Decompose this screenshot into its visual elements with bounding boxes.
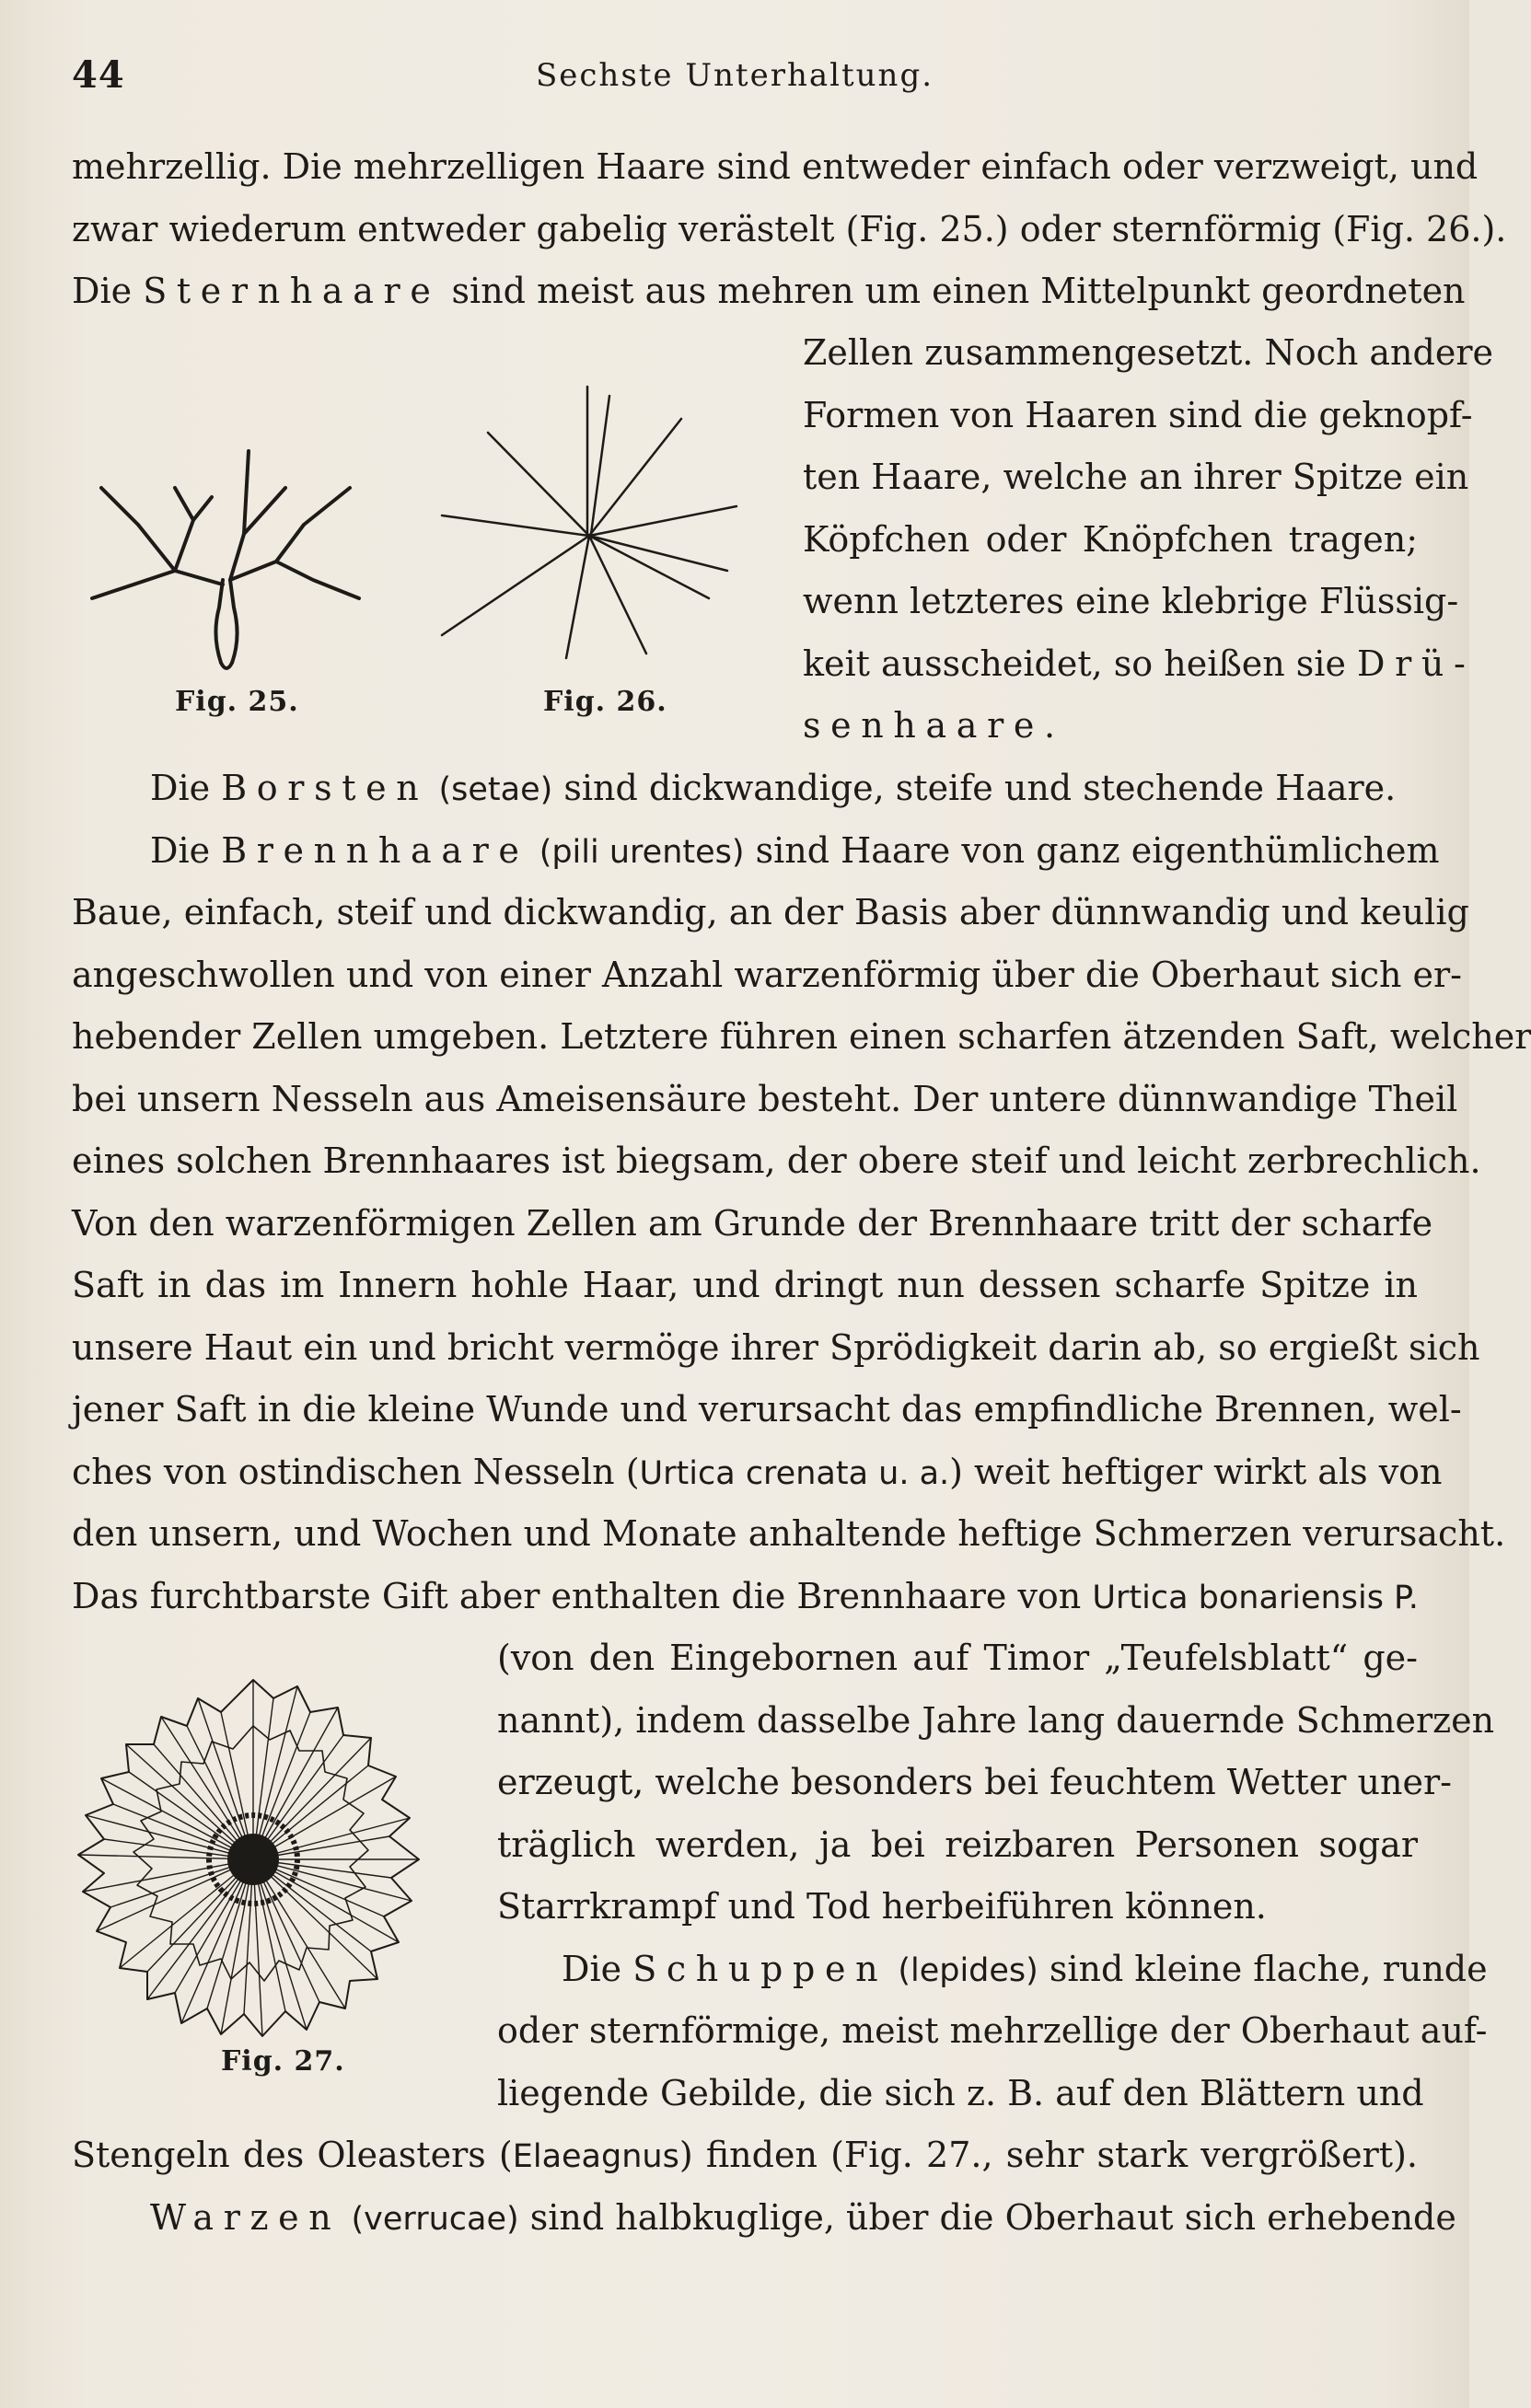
text-line: jener Saft in die kleine Wunde und verursacht das empfindliche Brennen, wel- bbox=[72, 1389, 1462, 1430]
text-line: Von den warzenförmigen Zellen am Grunde der Brennhaare tritt der scharfe bbox=[72, 1202, 1433, 1244]
text-line: Die Brennhaare (pili urentes) sind Haare von ganz eigenthümlichem bbox=[150, 829, 1440, 871]
term-druesenhaare: Drü- bbox=[1357, 643, 1476, 684]
text-block-beside-fig27 bbox=[497, 1627, 1495, 2124]
fig-27-caption: Fig. 27. bbox=[221, 2045, 345, 2078]
text-block-beside-fig25-26 bbox=[803, 322, 1493, 758]
text-line: eines solchen Brennhaares ist biegsam, der obere steif und leicht zerbrechlich. bbox=[72, 1140, 1481, 1181]
text-line: keit ausscheidet, so heißen sie Drü- bbox=[803, 643, 1476, 684]
term-warzen: Warzen bbox=[150, 2196, 342, 2238]
term-sternhaare: Sternhaare bbox=[143, 271, 441, 311]
text-line: mehrzellig. Die mehrzelligen Haare sind entweder einfach oder verzweigt, und bbox=[72, 146, 1479, 187]
text-line: hebender Zellen umgeben. Letztere führen einen scharfen ätzenden Saft, welcher bbox=[72, 1016, 1531, 1057]
text-line: unsere Haut ein und bricht vermöge ihrer Sprödigkeit darin ab, so ergießt sich bbox=[72, 1326, 1480, 1368]
text-line: Saft in das im Innern hohle Haar, und dringt nun dessen scharfe Spitze in bbox=[72, 1265, 1418, 1305]
text-line: Das furchtbarste Gift aber enthalten die Brennhaare von Urtica bonariensis P. bbox=[72, 1575, 1419, 1616]
text-line: erzeugt, welche besonders bei feuchtem Wetter uner- bbox=[497, 1762, 1452, 1802]
star-hair-icon bbox=[433, 377, 746, 663]
text-line: Formen von Haaren sind die geknopf- bbox=[803, 394, 1473, 435]
text-line: zwar wiederum entweder gabelig verästelt (Fig. 25.) oder sternförmig (Fig. 26.). bbox=[72, 208, 1507, 249]
fig-26-caption: Fig. 26. bbox=[543, 686, 667, 718]
text-line: liegende Gebilde, die sich z. B. auf den Blättern und bbox=[497, 2072, 1424, 2113]
scale-hair-icon bbox=[69, 1675, 437, 2043]
text-line: Köpfchen oder Knöpfchen tragen; bbox=[803, 518, 1418, 560]
text-line: Baue, einfach, steif und dickwandig, an der Basis aber dünnwandig und keulig bbox=[72, 892, 1469, 932]
text-line: angeschwollen und von einer Anzahl warzenförmig über die Oberhaut sich er- bbox=[72, 954, 1463, 995]
text-line: senhaare. bbox=[803, 705, 1056, 746]
text-line: nannt), indem dasselbe Jahre lang dauernde Schmerzen bbox=[497, 1699, 1495, 1741]
text-line: Warzen (verrucae) sind halbkuglige, über die Oberhaut sich erhebende bbox=[150, 2196, 1456, 2238]
text-line: den unsern, und Wochen und Monate anhaltende heftige Schmerzen verursacht. bbox=[72, 1513, 1506, 1554]
text-line: oder sternförmige, meist mehrzellige der Oberhaut auf- bbox=[497, 2010, 1488, 2051]
text-line: Die Sternhaare sind meist aus mehren um einen Mittelpunkt geordneten bbox=[72, 271, 1466, 311]
text-line: bei unsern Nesseln aus Ameisensäure besteht. Der untere dünnwandige Theil bbox=[72, 1078, 1458, 1119]
text-line: wenn letzteres eine klebrige Flüssig- bbox=[803, 581, 1459, 621]
branched-hair-icon bbox=[83, 433, 368, 681]
text-line: (von den Eingebornen auf Timor „Teufelsblatt“ ge- bbox=[497, 1638, 1418, 1678]
text-block-top bbox=[72, 136, 1507, 323]
text-line: Zellen zusammengesetzt. Noch andere bbox=[803, 332, 1493, 373]
fig-25-caption: Fig. 25. bbox=[175, 686, 299, 718]
text-block-bottom bbox=[72, 2124, 1456, 2249]
text-line: Starrkrampf und Tod herbeiführen können. bbox=[497, 1886, 1267, 1927]
text-line: Stengeln des Oleasters (Elaeagnus) finden (Fig. 27., sehr stark vergrößert). bbox=[72, 2135, 1418, 2175]
term-borsten: Borsten bbox=[221, 768, 429, 808]
running-head: Sechste Unterhaltung. bbox=[535, 57, 934, 94]
text-line: Die Schuppen (lepides) sind kleine flache, runde bbox=[562, 1948, 1488, 1989]
term-brennhaare: Brennhaare bbox=[221, 829, 529, 871]
term-schuppen: Schuppen bbox=[632, 1948, 888, 1989]
text-line: ten Haare, welche an ihrer Spitze ein bbox=[803, 457, 1469, 497]
text-line: ches von ostindischen Nesseln (Urtica crenata u. a.) weit heftiger wirkt als von bbox=[72, 1451, 1443, 1492]
text-block-middle bbox=[72, 758, 1531, 1627]
text-line: träglich werden, ja bei reizbaren Personen sogar bbox=[497, 1823, 1418, 1865]
text-line: Die Borsten (setae) sind dickwandige, steife und stechende Haare. bbox=[150, 768, 1397, 808]
page-number: 44 bbox=[72, 53, 125, 97]
